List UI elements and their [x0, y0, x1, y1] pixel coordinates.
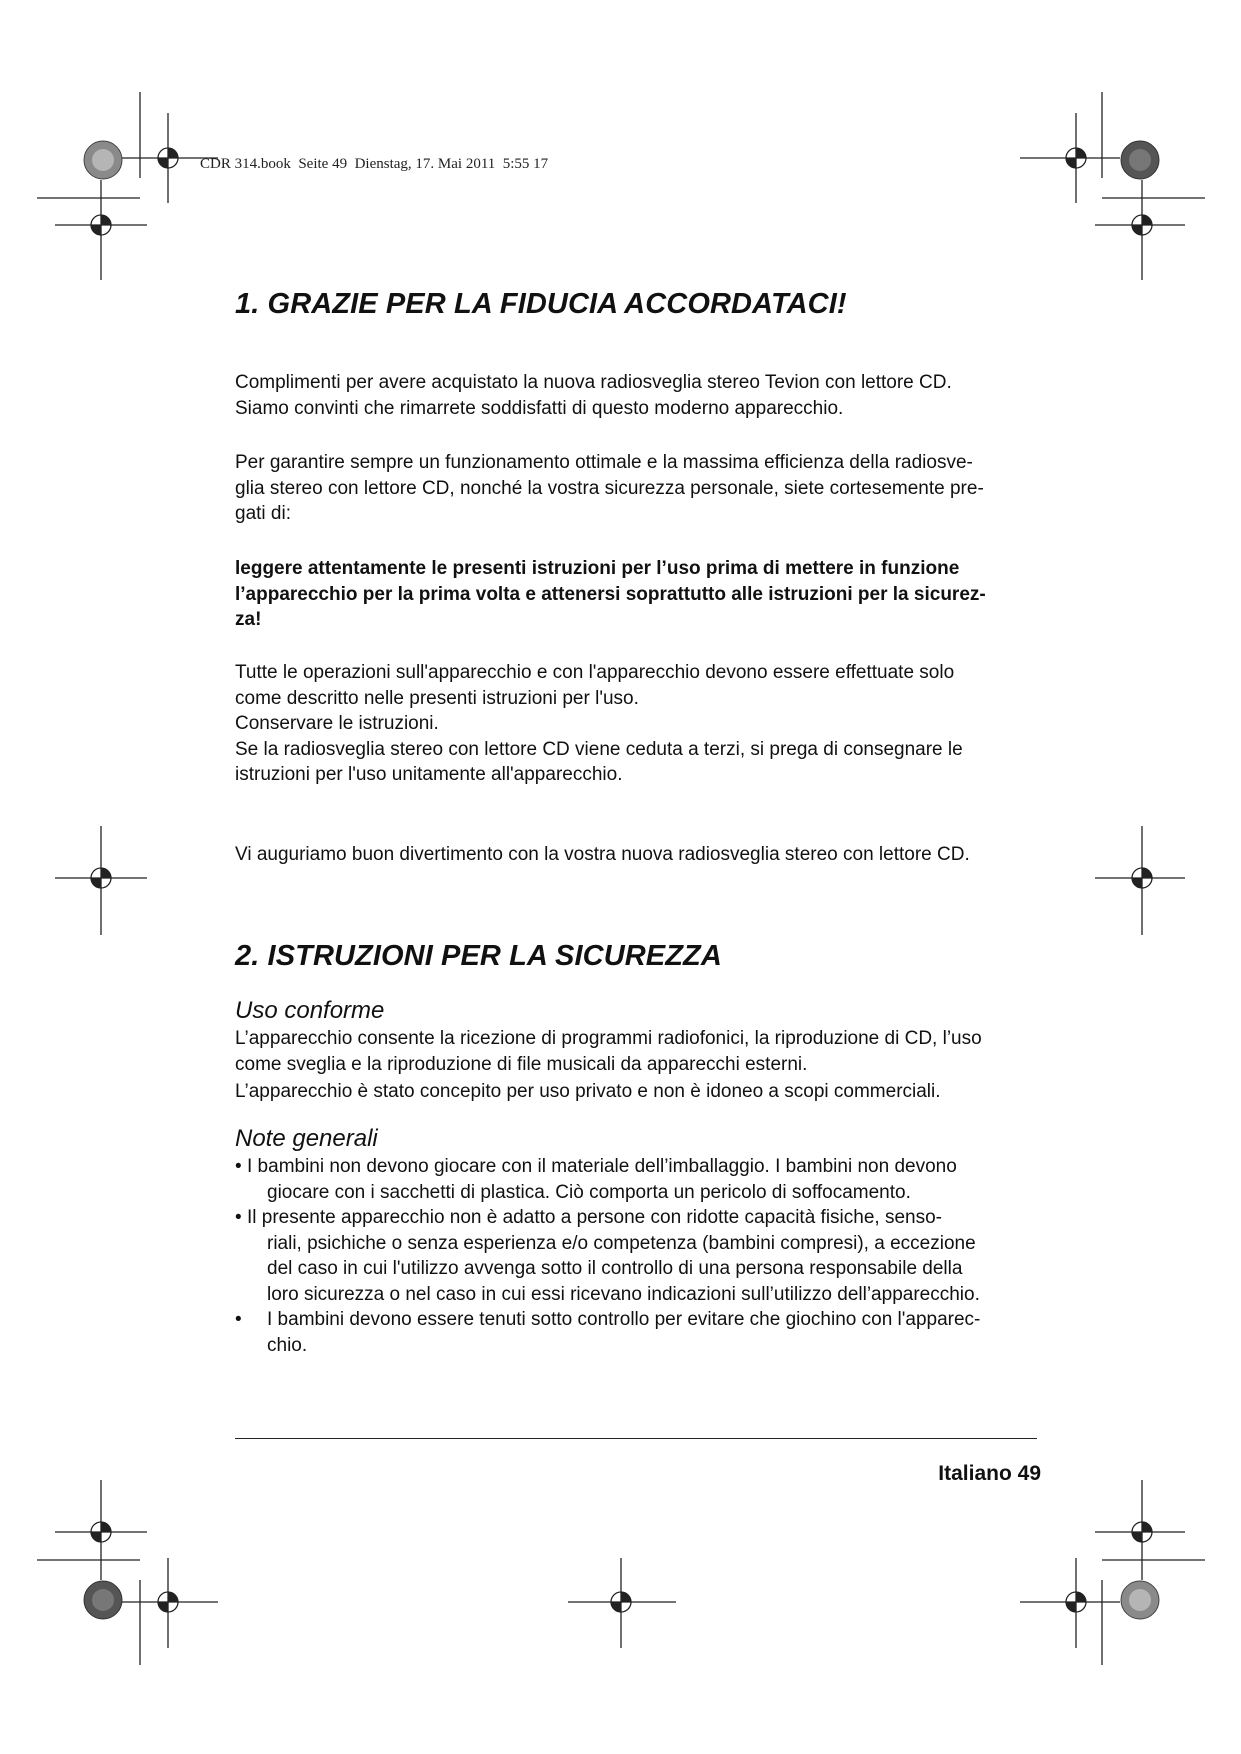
list-item	[235, 1307, 1045, 1358]
paragraph-line: leggere attentamente le presenti istruzioni per l’uso prima di mettere in funzione	[235, 558, 960, 579]
paragraph-line: za!	[235, 609, 262, 630]
page-footer: Italiano 49	[938, 1462, 1041, 1485]
paragraph-line: gati di:	[235, 503, 291, 524]
subheading-note-generali: Note generali	[235, 1125, 378, 1152]
bullet-first-line: I bambini devono essere tenuti sotto controllo per evitare che giochino con l'apparec-	[267, 1309, 981, 1330]
paragraph-line: Per garantire sempre un funzionamento ottimale e la massima efficienza della radiosve-	[235, 452, 973, 473]
purpose-paragraph	[235, 450, 1045, 527]
paragraph-line: Complimenti per avere acquistato la nuova radiosveglia stereo Tevion con lettore CD.	[235, 372, 952, 393]
paragraph-line: Se la radiosveglia stereo con lettore CD viene ceduta a terzi, si prega di consegnare le	[235, 738, 963, 760]
crosshair-icons	[55, 113, 1185, 1648]
bullet-line: chio.	[267, 1334, 308, 1356]
uso-conforme	[235, 996, 1045, 1105]
section-1-title: 1. GRAZIE PER LA FIDUCIA ACCORDATACI!	[235, 288, 847, 320]
paragraph-line: Conservare le istruzioni.	[235, 713, 439, 734]
subheading-uso-conforme: Uso conforme	[235, 997, 385, 1024]
print-header: CDR 314.book Seite 49 Dienstag, 17. Mai 2011 5:55 17	[200, 156, 549, 172]
list-item	[235, 1205, 1045, 1307]
paragraph-line: L’apparecchio è stato concepito per uso privato e non è idoneo a scopi commerciali.	[235, 1081, 941, 1102]
footer-divider	[235, 1438, 1037, 1439]
bullet-line: del caso in cui l'utilizzo avvenga sotto il controllo di una persona responsabile della	[267, 1258, 963, 1279]
paragraph-line: Vi auguriamo buon divertimento con la vostra nuova radiosveglia stereo con lettore CD.	[235, 844, 970, 865]
bullet-first-line: I bambini non devono giocare con il materiale dell’imballaggio. I bambini non devono	[247, 1156, 957, 1177]
paragraph-line: glia stereo con lettore CD, nonché la vostra sicurezza personale, siete cortesemente pre-	[235, 477, 984, 499]
paragraph-line: come descritto nelle presenti istruzioni per l'uso.	[235, 687, 639, 709]
bullet-icon: •	[235, 1207, 242, 1228]
paragraph-line: Siamo convinti che rimarrete soddisfatti di questo moderno apparecchio.	[235, 397, 844, 419]
paragraph-line: l’apparecchio per la prima volta e attenersi soprattutto alle istruzioni per la sicurez-	[235, 583, 986, 605]
bullet-icon: •	[235, 1309, 242, 1330]
paragraph-line: Tutte le operazioni sull'apparecchio e con l'apparecchio devono essere effettuate solo	[235, 662, 955, 683]
operations-paragraph	[235, 660, 1045, 788]
color-wheel-icons	[84, 141, 1159, 1619]
closing-paragraph	[235, 842, 1045, 868]
bullet-icon: •	[235, 1156, 242, 1177]
section-2	[235, 940, 1045, 973]
warning-paragraph	[235, 556, 1045, 633]
paragraph-line: L’apparecchio consente la ricezione di programmi radiofonici, la riproduzione di CD, l’uso	[235, 1028, 982, 1049]
note-generali	[235, 1124, 1045, 1358]
bullet-line: loro sicurezza o nel caso in cui essi ricevano indicazioni sull’utilizzo dell’apparecchio.	[267, 1283, 980, 1305]
paragraph-line: istruzioni per l'uso unitamente all'apparecchio.	[235, 764, 623, 785]
bullet-line: riali, psichiche o senza esperienza e/o competenza (bambini compresi), a eccezione	[267, 1232, 976, 1254]
paragraph-line: come sveglia e la riproduzione di file musicali da apparecchi esterni.	[235, 1053, 808, 1075]
bullet-line: giocare con i sacchetti di plastica. Ciò comporta un pericolo di soffocamento.	[267, 1181, 911, 1203]
bullet-first-line: Il presente apparecchio non è adatto a persone con ridotte capacità fisiche, senso-	[247, 1207, 942, 1228]
section-1	[235, 288, 1045, 321]
intro-paragraph	[235, 370, 1045, 421]
section-2-title: 2. ISTRUZIONI PER LA SICUREZZA	[235, 940, 722, 972]
list-item	[235, 1154, 1045, 1205]
